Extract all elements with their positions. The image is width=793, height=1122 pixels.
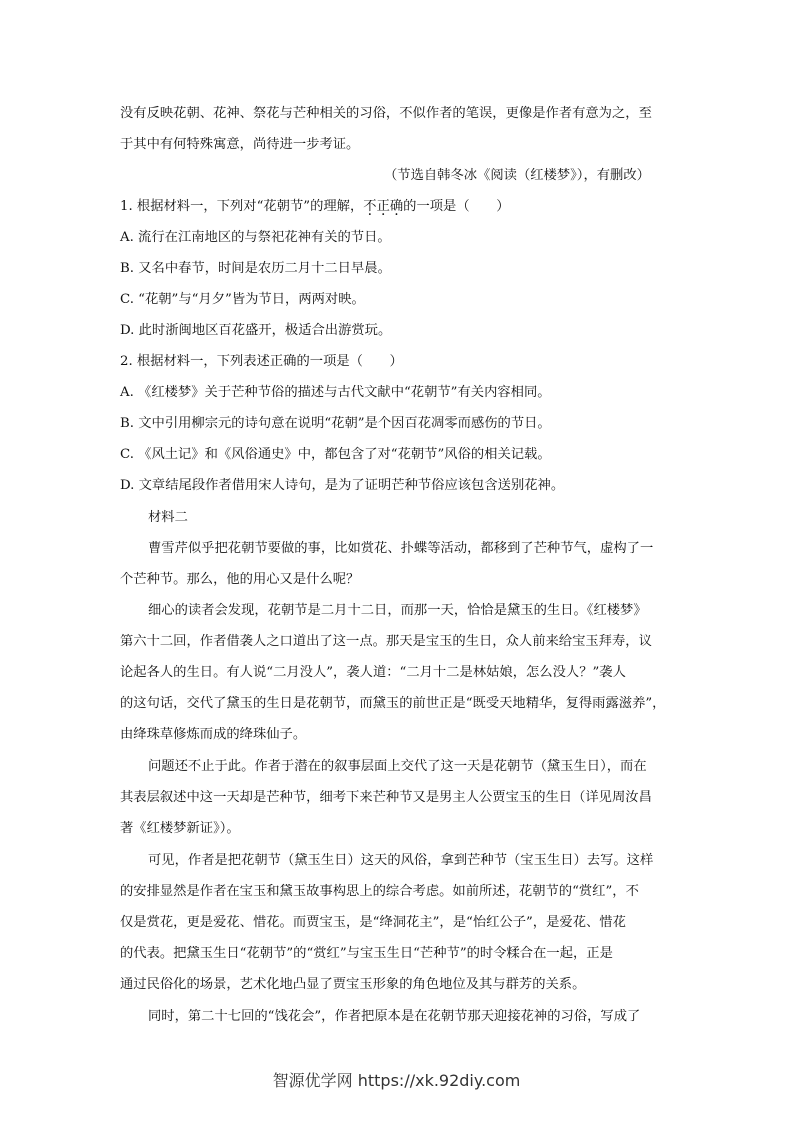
question-1-stem [120, 197, 680, 217]
body-text-line: 论起各人的生日。有人说“二月没人”，袭人道：“二月十二是林姑娘，怎么没人？”袭人 [120, 665, 626, 680]
body-text-line: 著《红楼梦新证》）。 [120, 821, 240, 836]
body-text-line: 其表层叙述中这一天却是芒种节，细考下来芒种节又是男主人公贾宝玉的生日（详见周汝昌 [120, 790, 652, 805]
footer-watermark: 智源优学网 https://xk.92diy.com [272, 1071, 521, 1090]
body-text-line: 没有反映花朝、花神、祭花与芒种相关的习俗，不似作者的笔误，更像是作者有意为之，至 [120, 106, 652, 121]
body-text-line: 同时，第二十七回的“饯花会”，作者把原本是在花朝节那天迎接花神的习俗，写成了 [148, 1009, 641, 1024]
body-text-line: 细心的读者会发现，花朝节是二月十二日，而那一天，恰恰是黛玉的生日。《红楼梦》 [148, 603, 647, 618]
body-text-line: 的安排显然是作者在宝玉和黛玉故事构思上的综合考虑。如前所述，花朝节的“赏红”，不 [120, 884, 639, 899]
body-text-line: 仅是赏花，更是爱花、惜花。而贾宝玉，是“绛洞花主”，是“怡红公子”，是爱花、惜花 [120, 915, 626, 930]
question-2-option-a: A. 《红楼梦》关于芒种节俗的描述与古代文献中“花朝节”有关内容相同。 [120, 385, 551, 400]
question-1-option-c: C. “花朝”与“月夕”皆为节日，两两对映。 [120, 292, 365, 307]
body-text-line: 可见，作者是把花朝节（黛玉生日）这天的风俗，拿到芒种节（宝玉生日）去写。这样 [148, 853, 654, 868]
question-1-stem-text: 1. 根据材料一，下列对“花朝节”的理解， [120, 199, 364, 214]
question-1-stem-end: 的一项是（ ） [403, 199, 510, 214]
body-text-line: 第六十二回，作者借袭人之口道出了这一点。那天是宝玉的生日，众人前来给宝玉拜寿，议 [120, 634, 652, 649]
body-text-line: 个芒种节。那么，他的用心又是什么呢？ [120, 572, 360, 587]
source-citation: （节选自韩冬冰《阅读（红楼梦》），有删改） [384, 168, 650, 183]
emphasis-char: 不 [363, 199, 377, 214]
question-2-option-c: C. 《风土记》和《风俗通史》中，都包含了对“花朝节”风俗的相关记载。 [120, 447, 551, 462]
body-text-line: 问题还不止于此。作者于潜在的叙事层面上交代了这一天是花朝节（黛玉生日），而在 [148, 759, 647, 774]
material-2-heading: 材料二 [148, 510, 188, 525]
question-1-option-b: B. 又名中春节，时间是农历二月十二日早晨。 [120, 261, 391, 276]
question-1-option-d: D. 此时浙闽地区百花盛开，极适合出游赏玩。 [120, 323, 392, 338]
body-text-line: 曹雪芹似乎把花朝节要做的事，比如赏花、扑蝶等活动，都移到了芒种节气，虚构了一 [148, 541, 654, 556]
body-text-line: 的代表。把黛玉生日“花朝节”的“赏红”与宝玉生日“芒种节”的时令糅合在一起，正是 [120, 946, 613, 961]
question-1-option-a: A. 流行在江南地区的与祭祀花神有关的节日。 [120, 230, 391, 245]
emphasis-char: 确 [389, 199, 404, 214]
question-2-option-d: D. 文章结尾段作者借用宋人诗句，是为了证明芒种节俗应该包含送别花神。 [120, 478, 565, 493]
body-text-line: 的这句话，交代了黛玉的生日是花朝节，而黛玉的前世正是“既受天地精华，复得雨露滋养”， [120, 696, 666, 711]
body-text-line: 于其中有何特殊寓意，尚待进一步考证。 [120, 137, 360, 152]
body-text-line: 通过民俗化的场景，艺术化地凸显了贾宝玉形象的角色地位及其与群芳的关系。 [120, 977, 586, 992]
emphasis-char: 正 [376, 199, 390, 214]
body-text-line: 由绛珠草修炼而成的绛珠仙子。 [120, 727, 307, 742]
question-2-option-b: B. 文中引用柳宗元的诗句意在说明“花朝”是个因百花凋零而感伤的节日。 [120, 416, 551, 431]
question-2-stem: 2. 根据材料一，下列表述正确的一项是（ ） [120, 354, 403, 369]
